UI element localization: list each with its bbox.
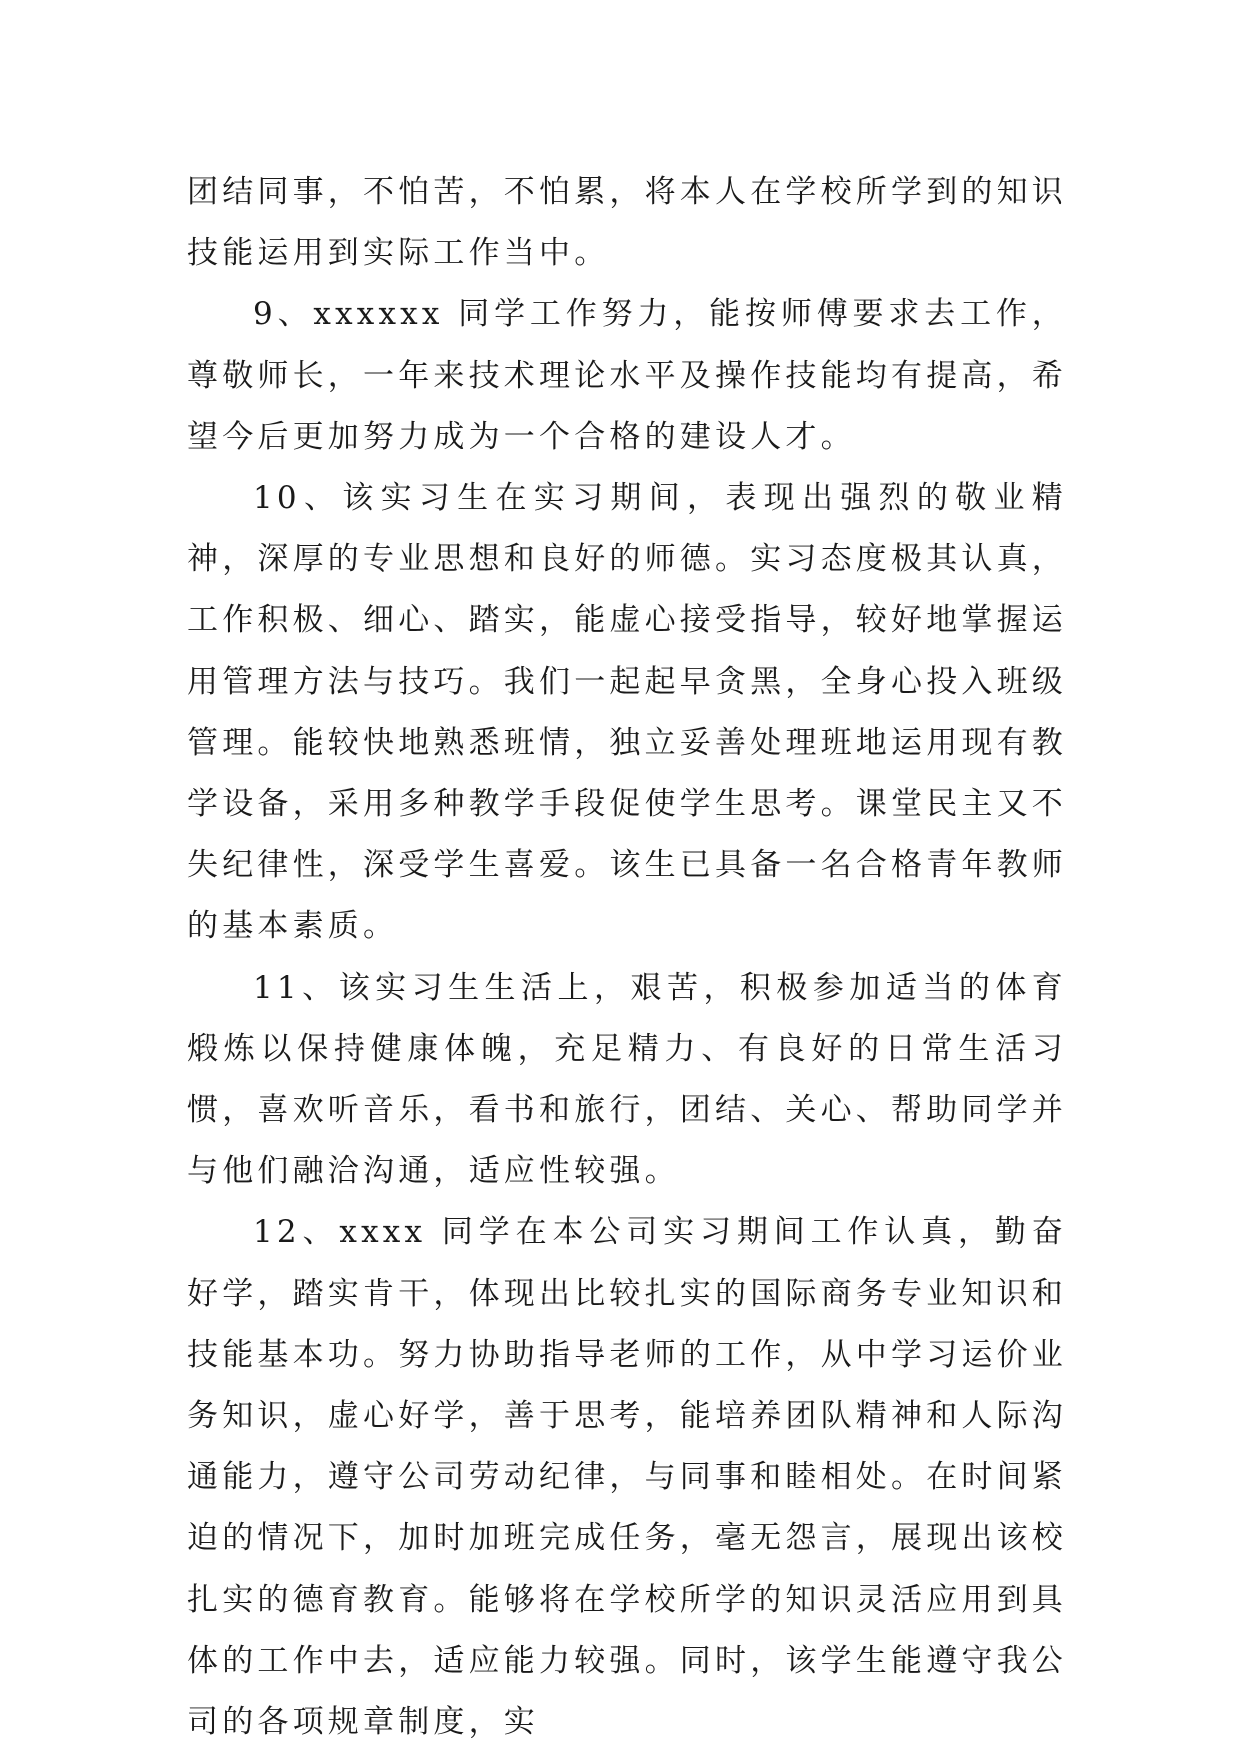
- paragraph-item-11: 11、该实习生生活上，艰苦，积极参加适当的体育煅炼以保持健康体魄，充足精力、有良好的日常生活习惯，喜欢听音乐，看书和旅行，团结、关心、帮助同学并与他们融洽沟通，适应性较强。: [187, 969, 1067, 1190]
- document-body: [187, 162, 1067, 1753]
- paragraph-item-12: 12、xxxx 同学在本公司实习期间工作认真，勤奋好学，踏实肯干，体现出比较扎实的国际商务专业知识和技能基本功。努力协助指导老师的工作，从中学习运价业务知识，虚心好学，善于思考，能培养团队精神和人际沟通能力，遵守公司劳动纪律，与同事和睦相处。在时间紧迫的情况下，加时加班完成任务，毫无怨言，展现出该校扎实的德育教育。能够将在学校所学的知识灵活应用到具体的工作中去，适应能力较强。同时，该学生能遵守我公司的各项规章制度，实: [187, 1214, 1067, 1741]
- paragraph-item-9: 9、xxxxxx 同学工作努力，能按师傅要求去工作，尊敬师长，一年来技术理论水平及操作技能均有提高，希望今后更加努力成为一个合格的建设人才。: [187, 296, 1067, 455]
- paragraph-item-10: 10、该实习生在实习期间，表现出强烈的敬业精神，深厚的专业思想和良好的师德。实习态度极其认真，工作积极、细心、踏实，能虚心接受指导，较好地掌握运用管理方法与技巧。我们一起起早贪黑，全身心投入班级管理。能较快地熟悉班情，独立妥善处理班地运用现有教学设备，采用多种教学手段促使学生思考。课堂民主又不失纪律性，深受学生喜爱。该生已具备一名合格青年教师的基本素质。: [187, 480, 1067, 945]
- paragraph-continuation: 团结同事，不怕苦，不怕累，将本人在学校所学到的知识技能运用到实际工作当中。: [187, 174, 1067, 272]
